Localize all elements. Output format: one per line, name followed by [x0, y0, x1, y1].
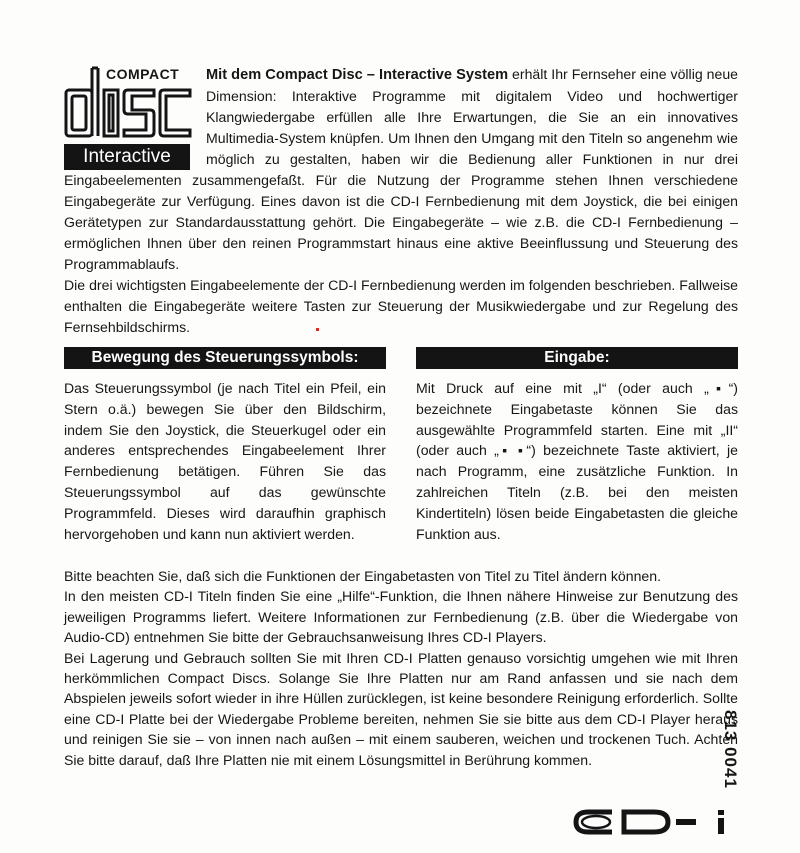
intro-text — [64, 64, 738, 338]
bottom-paragraph-3: Bei Lagerung und Gebrauch sollten Sie mit Ihren CD-I Platten genauso vorsichtig umgehen wie mit Ihren herkömmlichen Compact Discs. Solange Sie Ihre Platten nur am Rand anfassen und sie nach dem Abspielen jeweils sofort wieder in ihre Hüllen zurücklegen, ist keine besondere Reinigung erforderlich. Sollte eine CD-I Platte bei der Wiedergabe Probleme bereiten, nehmen Sie sie bitte aus dem CD-I Player heraus und reinigen Sie sie – von innen nach außen – mit einem sauberen, weichen und trockenen Tuch. Achten Sie bitte darauf, daß Ihre Platten nie mit einem Lösungsmittel in Berührung kommen. — [64, 649, 738, 768]
intro-body: erhält Ihr Fernseher eine völlig neue Dimension: Interaktive Programme mit digitalem Video und hochwertiger Klangwiedergabe erfüllen alle Ihre Erwartungen, die Sie an ein innovatives Multimedia-System knüpfen. Um Ihnen den Umgang mit den Titeln so angenehm wie möglich zu gestalten, haben wir die Bedienung aller Funktionen in nur drei Eingabeelementen zusammengefaßt. Für die Nutzung der Programme stehen Ihnen verschiedene Eingabegeräte zur Verfügung. Eines davon ist die CD-I Fernbedienung mit dem Joystick, die bei einigen Gerätetypen zur Standardausstattung gehört. Die Eingabegeräte – wie z.B. die CD-I Fernbedienung – ermöglichen Ihnen über den reinen Programmstart hinaus eine aktive Beeinflussung und Steuerung des Programmablaufs. — [64, 66, 738, 272]
part-number: 813 0041 — [721, 710, 740, 789]
section-heading-left: Bewegung des Steuerungssymbols: — [64, 347, 386, 369]
left-section-text: Das Steuerungssymbol (je nach Titel ein Pfeil, ein Stern o.ä.) bewegen Sie über den Bildschirm, indem Sie den Joystick, die Steuerkugel oder ein anderes entsprechendes Eingabeelement Ihrer Fernbedienung betätigen. Führen Sie das Steuerungssymbol auf das gewünschte Programmfeld. Dieses wird daraufhin graphisch hervorgehoben und kann nun aktiviert werden. — [64, 380, 386, 542]
cdi-logo — [572, 808, 742, 836]
intro-paragraph-2: Die drei wichtigsten Eingabeelemente der CD-I Fernbedienung werden im folgenden beschrieben. Fallweise enthalten die Eingabegeräte weitere Tasten zur Steuerung der Musikwiedergabe und zur Regelung des Fernsehbildschirms. — [64, 277, 738, 335]
right-section-text: Mit Druck auf eine mit „I“ (oder auch „▪“) bezeichnete Eingabetaste können Sie das ausgewählte Programmfeld starten. Eine mit „II“ (oder auch „▪ ▪“) bezeichnete Taste aktiviert, je nach Programm, eine zusätzliche Funktion. In zahlreichen Titeln (z.B. bei den meisten Kindertiteln) lösen beide Eingabetasten die gleiche Funktion aus. — [416, 380, 738, 542]
logo-compact-text: COMPACT — [106, 66, 180, 82]
bottom-text — [64, 566, 738, 770]
bottom-paragraph-1: Bitte beachten Sie, daß sich die Funktionen der Eingabetasten von Titel zu Titel ändern können. — [64, 568, 662, 584]
section-heading-right: Eingabe: — [416, 347, 738, 369]
red-dot — [316, 328, 319, 331]
bottom-paragraph-2: In den meisten CD-I Titeln finden Sie eine „Hilfe“-Funktion, die Ihnen nähere Hinweise zur Benutzung des jeweiligen Programms liefert. Weitere Informationen zur Fernbedienung (z.B. über die Wiedergabe von Audio-CD) entnehmen Sie bitte der Gebrauchsanweisung Ihres CD-I Players. — [64, 588, 738, 646]
intro-lead: Mit dem Compact Disc – Interactive System — [206, 67, 509, 83]
logo-interactive-label: Interactive — [64, 144, 190, 170]
